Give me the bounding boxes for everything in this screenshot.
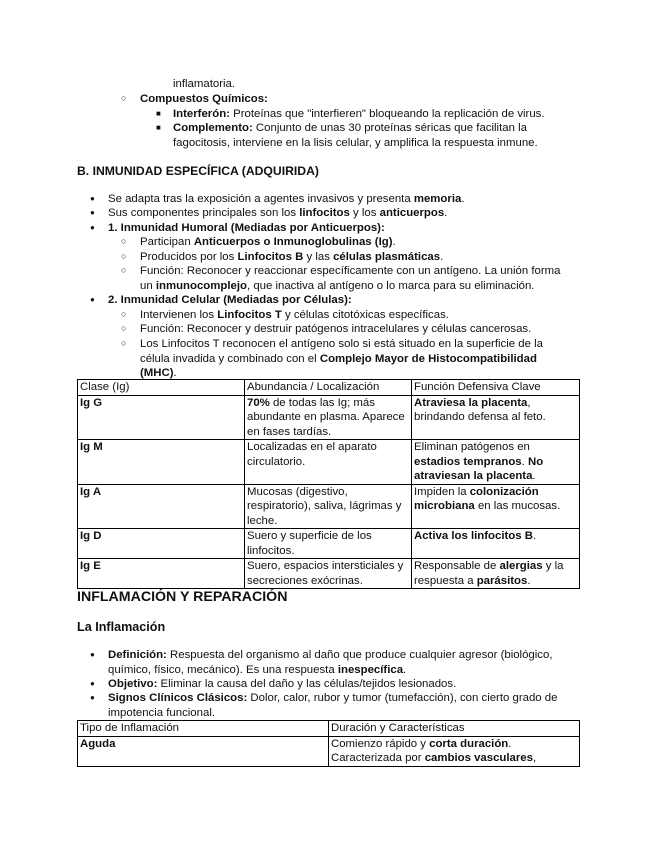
header-cell: Abundancia / Localización	[245, 380, 412, 396]
function-cell: Activa los linfocitos B.	[412, 529, 580, 559]
function-cell: Impiden la colonización microbiana en las mucosas.	[412, 484, 580, 529]
disc-bullet-icon	[90, 648, 95, 664]
humoral-title: 1. Inmunidad Humoral (Mediadas por Anticuerpos):	[108, 222, 385, 234]
continuation-text: inflamatoria.	[173, 78, 236, 90]
bullet-signos: Signos Clínicos Clásicos: Dolor, calor, rubor y tumor (tumefacción), con cierto grado de impotencia funcional.	[108, 692, 558, 719]
bullet-componentes: Sus componentes principales son los linfocitos y los anticuerpos.	[108, 207, 448, 219]
circle-bullet-icon	[121, 250, 126, 265]
cellular-title: 2. Inmunidad Celular (Mediadas por Células):	[108, 294, 352, 306]
abundance-cell: Suero y superficie de los linfocitos.	[245, 529, 412, 559]
disc-bullet-icon	[90, 293, 95, 309]
humoral-funcion: Función: Reconocer y reaccionar específicamente con un antígeno. La unión forma un inmunocomplejo, que inactiva al antígeno o lo marca para su eliminación.	[140, 265, 561, 292]
complemento-item: Complemento: Conjunto de unas 30 proteínas séricas que facilitan la fagocitosis, interviene en la lisis celular, y amplifica la respuesta inmune.	[173, 122, 538, 149]
circle-bullet-icon	[121, 308, 126, 323]
header-cell: Tipo de Inflamación	[78, 721, 329, 737]
chemical-title: Compuestos Químicos:	[140, 93, 268, 105]
type-cell: Aguda	[78, 736, 329, 766]
table-header-row	[78, 380, 580, 396]
section-b-heading: B. INMUNIDAD ESPECÍFICA (ADQUIRIDA)	[77, 164, 319, 178]
disc-bullet-icon	[90, 691, 95, 707]
table-row	[78, 395, 580, 440]
abundance-cell: Suero, espacios intersticiales y secreciones exócrinas.	[245, 559, 412, 589]
ig-class-cell: Ig E	[78, 559, 245, 589]
header-cell: Clase (Ig)	[78, 380, 245, 396]
humoral-producidos: Producidos por los Linfocitos B y las células plasmáticas.	[140, 251, 444, 263]
disc-bullet-icon	[90, 221, 95, 237]
table-row	[78, 484, 580, 529]
inflammation-heading: INFLAMACIÓN Y REPARACIÓN	[77, 589, 288, 605]
table-row	[78, 529, 580, 559]
circle-bullet-icon	[121, 264, 126, 279]
ig-class-cell: Ig G	[78, 395, 245, 440]
header-cell: Función Defensiva Clave	[412, 380, 580, 396]
table-row	[78, 559, 580, 589]
cellular-mhc: Los Linfocitos T reconocen el antígeno solo si está situado en la superficie de la célula invadida y combinado con el Complejo Mayor de Histocompatibilidad (MHC).	[140, 338, 543, 379]
square-bullet-icon	[156, 121, 161, 137]
abundance-cell: 70% de todas las Ig; más abundante en plasma. Aparece en fases tardías.	[245, 395, 412, 440]
circle-bullet-icon	[121, 322, 126, 337]
ig-class-cell: Ig A	[78, 484, 245, 529]
table-row	[78, 736, 580, 766]
cellular-funcion: Función: Reconocer y destruir patógenos intracelulares y células cancerosas.	[140, 323, 532, 335]
inflammation-type-table	[77, 720, 580, 767]
bullet-objetivo: Objetivo: Eliminar la causa del daño y las células/tejidos lesionados.	[108, 678, 457, 690]
interferon-item: Interferón: Proteínas que "interfieren" bloqueando la replicación de virus.	[173, 108, 545, 120]
disc-bullet-icon	[90, 206, 95, 222]
table-header-row	[78, 721, 580, 737]
ig-table	[77, 379, 580, 589]
ig-class-cell: Ig M	[78, 440, 245, 485]
abundance-cell: Mucosas (digestivo, respiratorio), saliva, lágrimas y leche.	[245, 484, 412, 529]
bullet-memoria: Se adapta tras la exposición a agentes invasivos y presenta memoria.	[108, 193, 465, 205]
abundance-cell: Localizadas en el aparato circulatorio.	[245, 440, 412, 485]
description-cell: Comienzo rápido y corta duración. Caracterizada por cambios vasculares,	[329, 736, 580, 766]
ig-class-cell: Ig D	[78, 529, 245, 559]
table-row	[78, 440, 580, 485]
circle-bullet-icon	[121, 337, 126, 352]
header-cell: Duración y Características	[329, 721, 580, 737]
humoral-participan: Participan Anticuerpos o Inmunoglobulinas (Ig).	[140, 236, 396, 248]
circle-bullet-icon	[121, 92, 126, 107]
cellular-intervienen: Intervienen los Linfocitos T y células citotóxicas específicas.	[140, 309, 449, 321]
function-cell: Responsable de alergias y la respuesta a parásitos.	[412, 559, 580, 589]
bullet-definicion: Definición: Respuesta del organismo al daño que produce cualquier agresor (biológico, químico, físico, mecánico). Es una respuesta inespecífica.	[108, 649, 553, 676]
circle-bullet-icon	[121, 235, 126, 250]
function-cell: Eliminan patógenos en estadios tempranos. No atraviesan la placenta.	[412, 440, 580, 485]
function-cell: Atraviesa la placenta, brindando defensa al feto.	[412, 395, 580, 440]
inflammation-subheading: La Inflamación	[77, 620, 166, 634]
